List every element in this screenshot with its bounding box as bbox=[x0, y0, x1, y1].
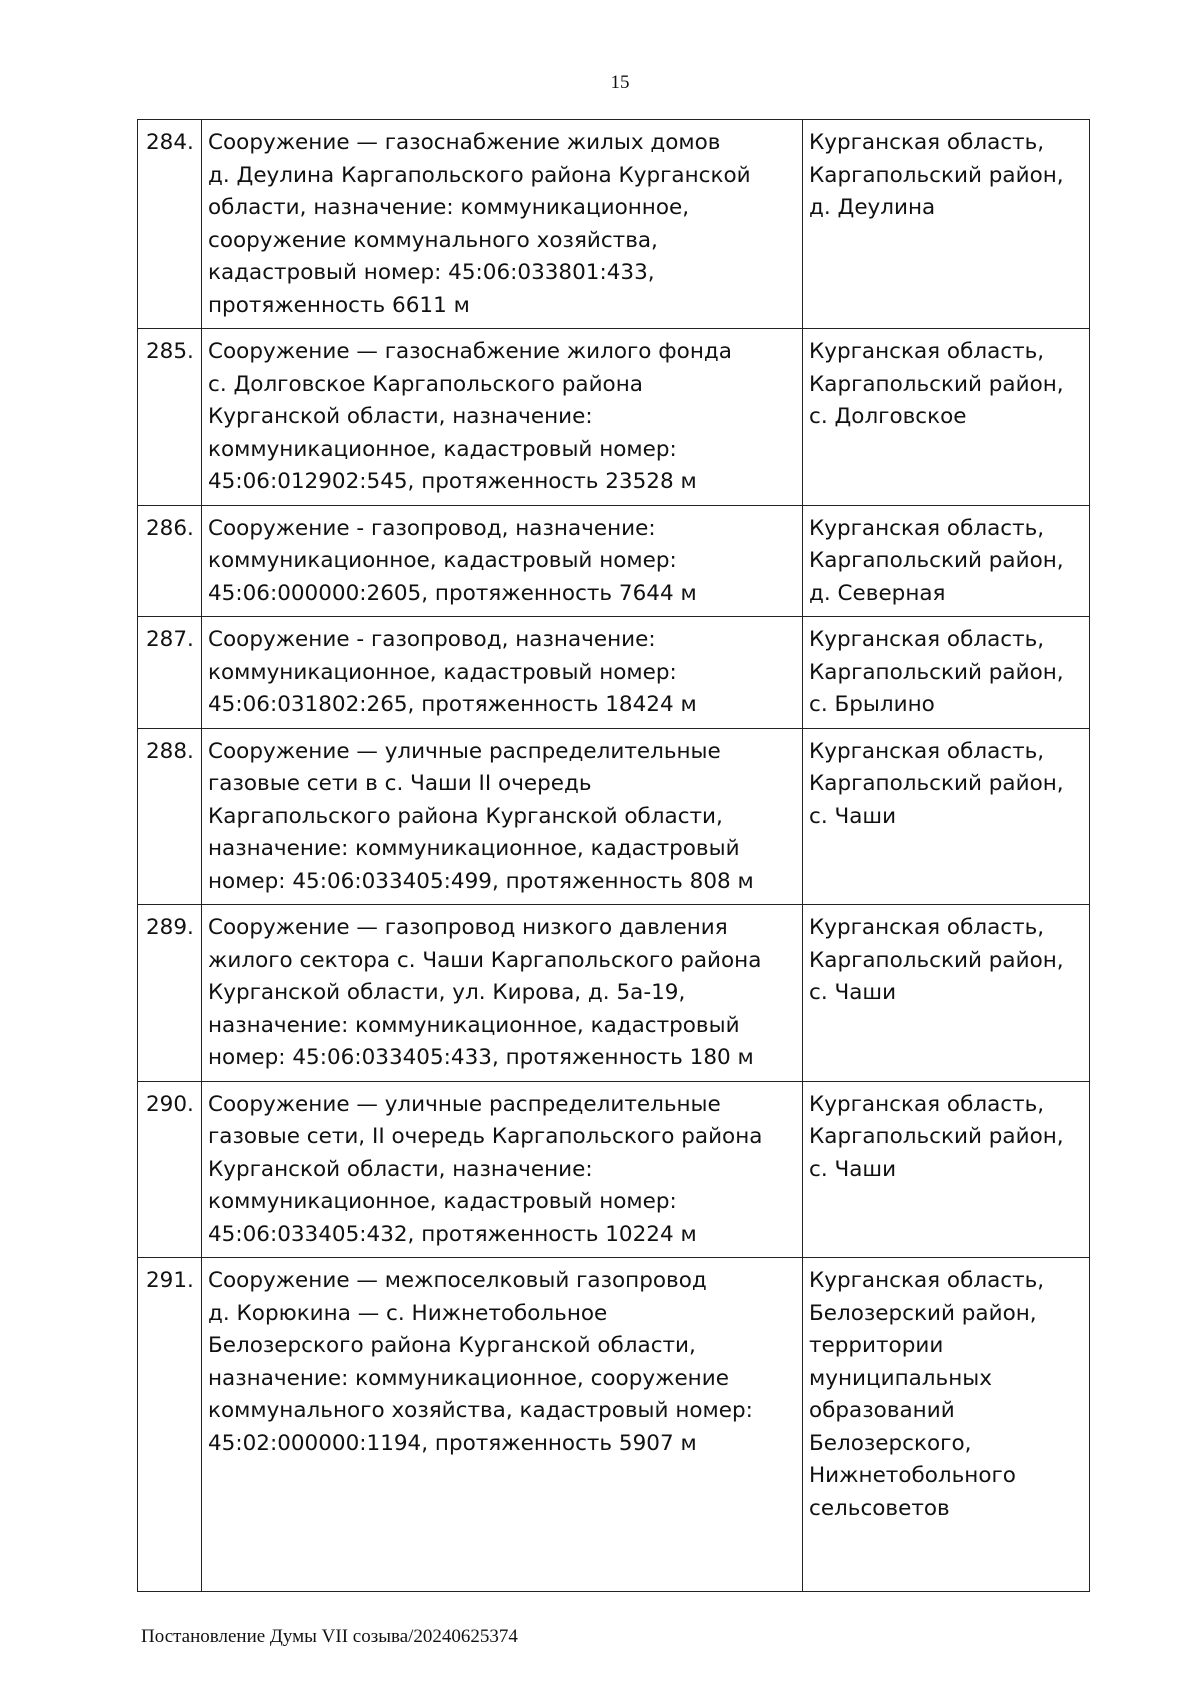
address-line: Курганская область, bbox=[809, 915, 1045, 940]
description-cell bbox=[202, 617, 803, 729]
description-line: Белозерского района Курганской области, bbox=[208, 1333, 696, 1358]
address-line: Курганская область, bbox=[809, 1268, 1045, 1293]
address-line: с. Чаши bbox=[809, 980, 897, 1005]
address-line: Курганская область, bbox=[809, 627, 1045, 652]
address-cell bbox=[803, 905, 1090, 1082]
table-row bbox=[138, 1258, 1090, 1592]
row-number-cell: 288. bbox=[138, 728, 202, 905]
row-number-cell: 284. bbox=[138, 120, 202, 329]
description-line: газовые сети, II очередь Каргапольского района bbox=[208, 1124, 763, 1149]
table-row bbox=[138, 120, 1090, 329]
table-row bbox=[138, 329, 1090, 506]
address-line: образований bbox=[809, 1398, 955, 1423]
description-line: Сооружение - газопровод, назначение: bbox=[208, 515, 656, 541]
description-line: Сооружение — уличные распределительные bbox=[208, 738, 721, 764]
description-line: номер: 45:06:033405:433, протяженность 180 м bbox=[208, 1045, 754, 1070]
description-line: Сооружение — уличные распределительные bbox=[208, 1091, 721, 1117]
row-number-cell: 290. bbox=[138, 1081, 202, 1258]
address-line: сельсоветов bbox=[809, 1495, 950, 1521]
description-line: назначение: коммуникационное, сооружение bbox=[208, 1365, 729, 1391]
address-line: Каргапольский район, bbox=[809, 1124, 1064, 1149]
description-line: с. Долговское Каргапольского района bbox=[208, 371, 643, 397]
description-line: жилого сектора с. Чаши Каргапольского района bbox=[208, 947, 762, 973]
description-line: Сооружение — газопровод низкого давления bbox=[208, 915, 728, 940]
address-cell bbox=[803, 1081, 1090, 1258]
description-line: д. Деулина Каргапольского района Курганской bbox=[208, 162, 751, 188]
address-line: Курганская область, bbox=[809, 738, 1045, 764]
address-line: с. Долговское bbox=[809, 404, 967, 429]
address-line: Курганская область, bbox=[809, 515, 1045, 541]
description-cell bbox=[202, 120, 803, 329]
description-line: назначение: коммуникационное, кадастровый bbox=[208, 836, 740, 861]
document-footer: Постановление Думы VII созыва/20240625374 bbox=[141, 1626, 518, 1647]
description-line: Сооружение — газоснабжение жилого фонда bbox=[208, 339, 732, 364]
description-line: 45:06:000000:2605, протяженность 7644 м bbox=[208, 580, 697, 606]
description-line: назначение: коммуникационное, кадастровый bbox=[208, 1012, 740, 1038]
address-line: Курганская область, bbox=[809, 130, 1045, 155]
description-line: 45:06:012902:545, протяженность 23528 м bbox=[208, 469, 697, 494]
description-line: Сооружение - газопровод, назначение: bbox=[208, 627, 656, 652]
address-cell bbox=[803, 728, 1090, 905]
property-registry-table bbox=[137, 119, 1090, 1592]
description-line: номер: 45:06:033405:499, протяженность 808 м bbox=[208, 868, 754, 894]
description-line: Курганской области, назначение: bbox=[208, 404, 593, 429]
table-row bbox=[138, 905, 1090, 1082]
address-line: с. Брылино bbox=[809, 692, 935, 717]
description-line: области, назначение: коммуникационное, bbox=[208, 195, 690, 220]
address-line: Курганская область, bbox=[809, 339, 1045, 364]
row-number-cell: 287. bbox=[138, 617, 202, 729]
address-line: с. Чаши bbox=[809, 1156, 897, 1182]
address-cell bbox=[803, 505, 1090, 617]
address-line: Каргапольский район, bbox=[809, 162, 1064, 188]
address-line: д. Деулина bbox=[809, 195, 936, 220]
table-row bbox=[138, 505, 1090, 617]
description-line: кадастровый номер: 45:06:033801:433, bbox=[208, 260, 655, 285]
address-line: Курганская область, bbox=[809, 1091, 1045, 1117]
address-cell bbox=[803, 1258, 1090, 1592]
page-number: 15 bbox=[610, 72, 630, 93]
description-cell bbox=[202, 505, 803, 617]
description-line: 45:02:000000:1194, протяженность 5907 м bbox=[208, 1430, 697, 1456]
address-line: Каргапольский район, bbox=[809, 659, 1064, 685]
address-line: д. Северная bbox=[809, 580, 946, 606]
description-line: коммунального хозяйства, кадастровый номер: bbox=[208, 1398, 753, 1423]
address-line: с. Чаши bbox=[809, 803, 897, 829]
description-line: Каргапольского района Курганской области, bbox=[208, 803, 723, 829]
description-line: Сооружение — межпоселковый газопровод bbox=[208, 1268, 707, 1293]
description-line: коммуникационное, кадастровый номер: bbox=[208, 436, 677, 462]
table-row bbox=[138, 1081, 1090, 1258]
address-line: Каргапольский район, bbox=[809, 947, 1064, 973]
address-line: Белозерский район, bbox=[809, 1300, 1037, 1326]
description-line: коммуникационное, кадастровый номер: bbox=[208, 548, 677, 573]
address-line: муниципальных bbox=[809, 1365, 992, 1391]
description-cell bbox=[202, 728, 803, 905]
table-row bbox=[138, 728, 1090, 905]
description-line: сооружение коммунального хозяйства, bbox=[208, 227, 658, 253]
address-cell bbox=[803, 329, 1090, 506]
description-line: газовые сети в с. Чаши II очередь bbox=[208, 771, 592, 796]
description-line: Сооружение — газоснабжение жилых домов bbox=[208, 130, 721, 155]
description-line: 45:06:031802:265, протяженность 18424 м bbox=[208, 692, 697, 717]
address-line: Белозерского, bbox=[809, 1430, 972, 1456]
address-line: Нижнетобольного bbox=[809, 1463, 1016, 1488]
table-row bbox=[138, 617, 1090, 729]
address-cell bbox=[803, 120, 1090, 329]
address-line: территории bbox=[809, 1333, 944, 1358]
description-line: протяженность 6611 м bbox=[208, 292, 470, 318]
row-number-cell: 286. bbox=[138, 505, 202, 617]
description-line: 45:06:033405:432, протяженность 10224 м bbox=[208, 1221, 697, 1247]
description-cell bbox=[202, 329, 803, 506]
description-line: коммуникационное, кадастровый номер: bbox=[208, 1189, 677, 1214]
row-number-cell: 291. bbox=[138, 1258, 202, 1592]
description-cell bbox=[202, 905, 803, 1082]
address-line: Каргапольский район, bbox=[809, 548, 1064, 573]
address-line: Каргапольский район, bbox=[809, 771, 1064, 796]
description-line: Курганской области, назначение: bbox=[208, 1156, 593, 1182]
address-cell bbox=[803, 617, 1090, 729]
description-line: коммуникационное, кадастровый номер: bbox=[208, 659, 677, 685]
row-number-cell: 285. bbox=[138, 329, 202, 506]
description-line: Курганской области, ул. Кирова, д. 5а-19, bbox=[208, 980, 686, 1005]
description-cell bbox=[202, 1081, 803, 1258]
table-body bbox=[138, 120, 1090, 1592]
row-number-cell: 289. bbox=[138, 905, 202, 1082]
description-cell bbox=[202, 1258, 803, 1592]
description-line: д. Корюкина — с. Нижнетобольное bbox=[208, 1300, 608, 1326]
address-line: Каргапольский район, bbox=[809, 371, 1064, 397]
